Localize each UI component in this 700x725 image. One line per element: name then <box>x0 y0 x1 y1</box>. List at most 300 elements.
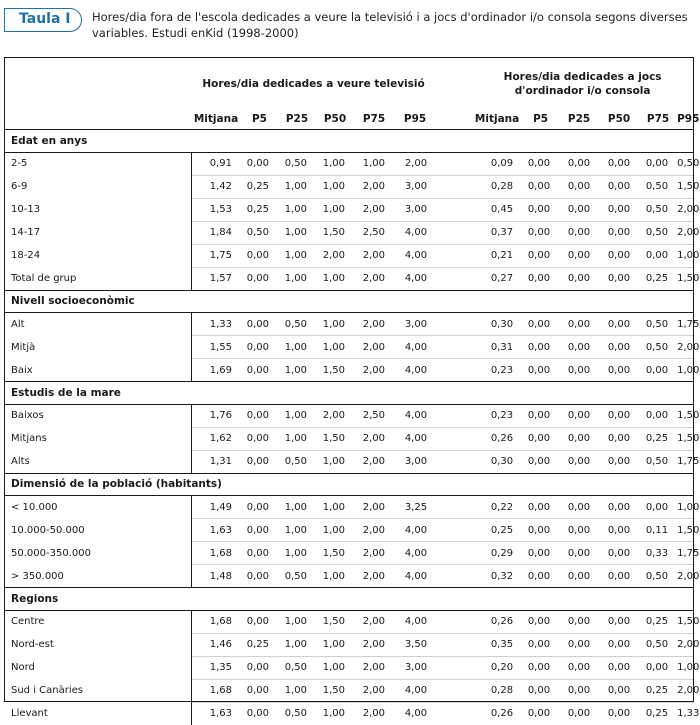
tv-value-cell: 1,00 <box>278 542 316 565</box>
games-value-cell: 0,00 <box>527 501 551 513</box>
gap-cell <box>436 267 472 290</box>
tv-value-cell: 2,00 <box>354 633 394 656</box>
tv-value-cell: 0,25 <box>241 175 278 198</box>
games-value-cell: 2,00 <box>677 336 693 359</box>
data-table <box>5 58 700 725</box>
tv-value-cell: 1,75 <box>191 244 241 267</box>
tv-value-cell: 0,50 <box>284 318 307 330</box>
games-value-cell: 0,00 <box>599 565 639 588</box>
tv-value-cell: 2,00 <box>362 501 385 513</box>
games-value-cell: 0,00 <box>522 656 559 679</box>
table-row <box>5 702 693 725</box>
tv-value-cell: 2,00 <box>362 616 385 627</box>
row-label: Baixos <box>11 410 44 421</box>
tv-value-cell: 4,00 <box>394 336 436 359</box>
games-value-cell: 0,00 <box>607 158 631 169</box>
stat-header-games: P25 <box>559 109 599 130</box>
tv-value-cell: 1,00 <box>278 221 316 244</box>
games-value-cell: 0,00 <box>567 410 591 421</box>
games-value-cell: 0,00 <box>527 410 551 421</box>
tv-value-cell: 1,00 <box>278 679 316 702</box>
games-value-cell: 0,25 <box>639 702 677 725</box>
games-value-cell: 0,50 <box>639 450 677 473</box>
games-value-cell: 0,00 <box>522 244 559 267</box>
stat-header-tv: Mitjana <box>191 109 241 130</box>
tv-value-cell: 1,50 <box>316 359 354 382</box>
tv-value-cell: 1,00 <box>278 359 316 382</box>
tv-value-cell: 4,00 <box>394 427 436 450</box>
games-value-cell: 0,00 <box>559 633 599 656</box>
stat-header-tv: P95 <box>394 109 436 130</box>
tv-value-cell: 3,00 <box>394 198 436 221</box>
games-value-cell: 0,32 <box>472 565 522 588</box>
tv-value-cell: 2,00 <box>354 542 394 565</box>
games-value-cell: 0,00 <box>522 633 559 656</box>
tv-value-cell: 1,42 <box>191 175 241 198</box>
tv-value-cell: 4,00 <box>404 410 428 421</box>
tv-value-cell: 1,50 <box>322 616 345 627</box>
gap-cell <box>436 404 472 427</box>
gap-cell <box>436 519 472 542</box>
tv-value-cell: 1,46 <box>191 633 241 656</box>
games-value-cell: 1,75 <box>677 450 693 473</box>
games-value-cell: 0,20 <box>472 656 522 679</box>
tv-value-cell: 1,84 <box>191 221 241 244</box>
games-value-cell: 2,00 <box>677 633 693 656</box>
stat-header-tv: P25 <box>278 109 316 130</box>
games-value-cell: 0,00 <box>559 267 599 290</box>
section-header-row <box>5 130 693 153</box>
games-value-cell: 1,50 <box>677 616 700 627</box>
games-value-cell: 0,50 <box>645 318 669 330</box>
games-value-cell: 0,00 <box>599 427 639 450</box>
tv-value-cell: 0,00 <box>241 656 278 679</box>
gap-cell <box>436 702 472 725</box>
table-row <box>5 198 693 221</box>
tv-value-cell: 1,00 <box>316 702 354 725</box>
games-value-cell: 0,00 <box>599 221 639 244</box>
tv-value-cell: 0,50 <box>284 158 307 169</box>
tv-value-cell: 1,63 <box>191 702 241 725</box>
tv-value-cell: 1,31 <box>191 450 241 473</box>
section-header-row <box>5 588 693 611</box>
games-value-cell: 0,00 <box>559 656 599 679</box>
table-caption: Hores/dia fora de l'escola dedicades a veure la televisió i a jocs d'ordinador i/o consola segons diverses variables. Estudi enKid (1998-2000) <box>92 10 688 40</box>
gap-cell <box>436 175 472 198</box>
tv-value-cell: 4,00 <box>394 542 436 565</box>
tv-value-cell: 1,00 <box>316 656 354 679</box>
row-label: Mitjans <box>11 433 47 444</box>
row-label: Centre <box>11 616 45 627</box>
tv-value-cell: 0,50 <box>278 450 316 473</box>
tv-value-cell: 3,00 <box>404 318 428 330</box>
games-value-cell: 1,50 <box>677 175 693 198</box>
games-value-cell: 0,28 <box>472 679 522 702</box>
table-row <box>5 267 693 290</box>
tv-value-cell: 0,00 <box>246 318 269 330</box>
tv-value-cell: 2,50 <box>354 221 394 244</box>
games-value-cell: 0,00 <box>559 359 599 382</box>
table-row <box>5 519 693 542</box>
games-value-cell: 0,00 <box>599 519 639 542</box>
games-value-cell: 0,00 <box>522 427 559 450</box>
tv-value-cell: 1,33 <box>191 313 241 336</box>
row-label: 18-24 <box>11 250 41 261</box>
table-row <box>5 313 693 336</box>
table-header <box>0 0 700 50</box>
games-value-cell: 0,00 <box>607 318 631 330</box>
games-value-cell: 0,00 <box>599 542 639 565</box>
section-title: Regions <box>5 588 693 611</box>
gap-cell <box>436 427 472 450</box>
tv-value-cell: 2,00 <box>404 158 428 169</box>
tv-value-cell: 1,00 <box>278 427 316 450</box>
tv-value-cell: 1,50 <box>316 679 354 702</box>
tv-value-cell: 0,50 <box>278 565 316 588</box>
games-value-cell: 0,00 <box>522 175 559 198</box>
tv-value-cell: 1,00 <box>362 158 385 169</box>
table-row <box>5 656 693 679</box>
tv-value-cell: 1,00 <box>284 410 307 421</box>
tv-value-cell: 0,00 <box>241 336 278 359</box>
games-value-cell: 0,30 <box>490 318 514 330</box>
corner-cell <box>5 58 191 109</box>
games-value-cell: 0,00 <box>559 542 599 565</box>
tv-value-cell: 3,00 <box>394 656 436 679</box>
tv-value-cell: 1,62 <box>191 427 241 450</box>
gap-cell <box>436 336 472 359</box>
games-value-cell: 0,50 <box>639 565 677 588</box>
games-value-cell: 0,00 <box>599 633 639 656</box>
tv-value-cell: 2,00 <box>316 244 354 267</box>
stat-header-games: P50 <box>599 109 639 130</box>
tv-value-cell: 1,50 <box>316 542 354 565</box>
tv-value-cell: 1,69 <box>191 359 241 382</box>
stat-header-tv: P50 <box>316 109 354 130</box>
games-value-cell: 0,00 <box>522 450 559 473</box>
tv-value-cell: 1,00 <box>278 633 316 656</box>
tv-value-cell: 1,00 <box>278 244 316 267</box>
tv-value-cell: 1,00 <box>284 501 307 513</box>
table-row <box>5 679 693 702</box>
stat-header-tv: P75 <box>354 109 394 130</box>
section-header-row <box>5 382 693 405</box>
gap-cell <box>436 542 472 565</box>
section-title: Dimensió de la població (habitants) <box>5 473 693 496</box>
games-value-cell: 1,50 <box>677 267 693 290</box>
data-table-frame <box>4 57 700 719</box>
table-row <box>5 450 693 473</box>
tv-value-cell: 0,50 <box>278 656 316 679</box>
games-value-cell: 0,50 <box>639 336 677 359</box>
games-value-cell: 0,30 <box>472 450 522 473</box>
row-label: Baix <box>11 364 33 376</box>
games-value-cell: 0,50 <box>639 221 677 244</box>
table-row <box>5 496 693 519</box>
row-label: Alt <box>11 318 25 330</box>
games-value-cell: 0,00 <box>559 565 599 588</box>
games-value-cell: 0,00 <box>567 616 591 627</box>
games-value-cell: 0,50 <box>677 158 700 169</box>
tv-value-cell: 4,00 <box>394 267 436 290</box>
games-value-cell: 0,00 <box>522 542 559 565</box>
row-label: Alts <box>11 456 30 467</box>
tv-value-cell: 1,00 <box>322 158 345 169</box>
gap-cell <box>436 633 472 656</box>
gap-cell <box>436 359 472 382</box>
games-value-cell: 0,00 <box>522 198 559 221</box>
gap-cell <box>436 496 472 519</box>
tv-value-cell: 1,00 <box>278 267 316 290</box>
games-value-cell: 0,00 <box>639 656 677 679</box>
tv-value-cell: 0,00 <box>246 616 269 627</box>
stat-header-gap <box>436 109 472 130</box>
tv-value-cell: 0,00 <box>241 450 278 473</box>
games-value-cell: 1,00 <box>677 656 693 679</box>
tv-value-cell: 1,00 <box>278 198 316 221</box>
games-value-cell: 0,00 <box>522 221 559 244</box>
tv-value-cell: 1,50 <box>316 427 354 450</box>
row-label: > 350.000 <box>11 570 64 582</box>
tv-value-cell: 0,00 <box>241 427 278 450</box>
games-value-cell: 0,11 <box>639 519 677 542</box>
group-header-tv: Hores/dia dedicades a veure televisió <box>202 77 425 90</box>
tv-value-cell: 0,00 <box>241 359 278 382</box>
table-row <box>5 244 693 267</box>
row-label: 2-5 <box>11 158 28 169</box>
tv-value-cell: 2,00 <box>354 336 394 359</box>
games-value-cell: 0,00 <box>599 450 639 473</box>
stat-header-games: P95 <box>677 109 693 130</box>
table-row <box>5 175 693 198</box>
tv-value-cell: 0,00 <box>241 542 278 565</box>
tv-value-cell: 1,00 <box>322 318 345 330</box>
tv-value-cell: 1,00 <box>278 336 316 359</box>
games-value-cell: 1,50 <box>677 410 700 421</box>
tv-value-cell: 1,00 <box>316 633 354 656</box>
tv-value-cell: 0,00 <box>246 501 269 513</box>
games-value-cell: 1,75 <box>677 318 700 330</box>
games-value-cell: 0,00 <box>559 427 599 450</box>
games-value-cell: 0,00 <box>522 679 559 702</box>
gap-cell <box>436 679 472 702</box>
games-value-cell: 0,00 <box>559 198 599 221</box>
games-value-cell: 0,00 <box>522 336 559 359</box>
gap-cell <box>436 198 472 221</box>
games-value-cell: 0,00 <box>522 565 559 588</box>
tv-value-cell: 1,00 <box>316 565 354 588</box>
gap-cell <box>436 313 472 336</box>
games-value-cell: 0,00 <box>522 519 559 542</box>
table-row <box>5 565 693 588</box>
tv-value-cell: 1,68 <box>191 679 241 702</box>
tv-value-cell: 1,50 <box>316 221 354 244</box>
games-value-cell: 1,00 <box>677 359 693 382</box>
games-value-cell: 0,00 <box>599 702 639 725</box>
tv-value-cell: 2,00 <box>354 679 394 702</box>
games-value-cell: 0,26 <box>490 616 514 627</box>
games-value-cell: 1,50 <box>677 427 693 450</box>
tv-value-cell: 0,00 <box>246 158 269 169</box>
tv-value-cell: 3,00 <box>394 175 436 198</box>
row-label: Llevant <box>11 708 48 719</box>
table-row <box>5 221 693 244</box>
games-value-cell: 0,00 <box>645 501 669 513</box>
games-value-cell: 0,00 <box>559 702 599 725</box>
games-value-cell: 0,00 <box>607 616 631 627</box>
games-value-cell: 1,50 <box>677 519 693 542</box>
games-value-cell: 0,00 <box>567 318 591 330</box>
tv-value-cell: 2,00 <box>322 410 345 421</box>
games-value-cell: 0,00 <box>559 450 599 473</box>
row-label: Nord-est <box>11 639 54 650</box>
tv-value-cell: 2,00 <box>354 702 394 725</box>
stat-header-games: Mitjana <box>472 109 522 130</box>
table-row <box>5 404 693 427</box>
section-header-row <box>5 290 693 313</box>
gap-cell <box>436 565 472 588</box>
tv-value-cell: 1,48 <box>191 565 241 588</box>
games-value-cell: 0,00 <box>567 501 591 513</box>
tv-value-cell: 0,91 <box>191 152 241 175</box>
row-label: 10.000-50.000 <box>11 524 85 536</box>
games-value-cell: 0,22 <box>490 501 514 513</box>
games-value-cell: 0,00 <box>599 198 639 221</box>
games-value-cell: 2,00 <box>677 221 693 244</box>
games-value-cell: 0,00 <box>599 336 639 359</box>
games-value-cell: 0,00 <box>559 679 599 702</box>
games-value-cell: 0,00 <box>522 267 559 290</box>
tv-value-cell: 4,00 <box>394 221 436 244</box>
games-value-cell: 0,00 <box>527 158 551 169</box>
tv-value-cell: 4,00 <box>394 244 436 267</box>
table-label-badge: Taula I <box>4 8 82 32</box>
row-label: 50.000-350.000 <box>11 547 91 559</box>
table-row <box>5 359 693 382</box>
tv-value-cell: 4,00 <box>394 519 436 542</box>
games-value-cell: 0,25 <box>645 616 669 627</box>
stat-header-tv: P5 <box>241 109 278 130</box>
section-header-row <box>5 473 693 496</box>
games-value-cell: 0,29 <box>472 542 522 565</box>
games-value-cell: 1,33 <box>677 702 693 725</box>
tv-value-cell: 2,00 <box>354 519 394 542</box>
games-value-cell: 0,00 <box>645 410 669 421</box>
tv-value-cell: 1,00 <box>278 175 316 198</box>
tv-value-cell: 2,00 <box>354 267 394 290</box>
games-value-cell: 0,00 <box>522 359 559 382</box>
games-value-cell: 0,00 <box>599 244 639 267</box>
tv-value-cell: 4,00 <box>404 616 428 627</box>
games-value-cell: 1,00 <box>677 244 693 267</box>
tv-value-cell: 1,76 <box>191 404 241 427</box>
stat-header-games: P5 <box>522 109 559 130</box>
tv-value-cell: 1,00 <box>316 450 354 473</box>
table-row <box>5 427 693 450</box>
games-value-cell: 0,00 <box>522 702 559 725</box>
table-body <box>5 130 700 725</box>
tv-value-cell: 3,50 <box>394 633 436 656</box>
row-label: Nord <box>11 662 35 673</box>
tv-value-cell: 0,50 <box>241 221 278 244</box>
stat-header-row <box>5 109 693 130</box>
games-value-cell: 0,00 <box>599 175 639 198</box>
games-value-cell: 0,00 <box>559 221 599 244</box>
table-row <box>5 633 693 656</box>
gap-cell <box>436 152 472 175</box>
tv-value-cell: 1,49 <box>191 496 241 519</box>
row-label: 6-9 <box>11 181 28 192</box>
tv-value-cell: 1,00 <box>316 267 354 290</box>
section-title: Estudis de la mare <box>5 382 693 405</box>
tv-value-cell: 1,63 <box>191 519 241 542</box>
tv-value-cell: 4,00 <box>394 359 436 382</box>
tv-value-cell: 1,00 <box>316 336 354 359</box>
games-value-cell: 0,00 <box>599 359 639 382</box>
row-label: Mitjà <box>11 341 36 353</box>
tv-value-cell: 1,00 <box>278 519 316 542</box>
tv-value-cell: 1,35 <box>191 656 241 679</box>
tv-value-cell: 1,00 <box>316 198 354 221</box>
games-value-cell: 0,09 <box>490 158 514 169</box>
games-value-cell: 0,00 <box>559 175 599 198</box>
games-value-cell: 0,00 <box>607 410 631 421</box>
gap-cell <box>436 244 472 267</box>
games-value-cell: 0,23 <box>490 410 514 421</box>
table-row <box>5 152 693 175</box>
tv-value-cell: 1,68 <box>191 542 241 565</box>
games-value-cell: 0,00 <box>599 679 639 702</box>
games-value-cell: 0,00 <box>639 244 677 267</box>
games-value-cell: 0,28 <box>472 175 522 198</box>
games-value-cell: 2,00 <box>677 198 693 221</box>
games-value-cell: 0,50 <box>639 633 677 656</box>
tv-value-cell: 0,00 <box>241 519 278 542</box>
games-value-cell: 0,21 <box>472 244 522 267</box>
tv-value-cell: 4,00 <box>394 565 436 588</box>
games-value-cell: 0,31 <box>472 336 522 359</box>
games-value-cell: 0,00 <box>599 656 639 679</box>
games-value-cell: 0,26 <box>472 702 522 725</box>
tv-value-cell: 0,00 <box>241 702 278 725</box>
tv-value-cell: 4,00 <box>394 702 436 725</box>
section-title: Edat en anys <box>5 130 693 153</box>
table-row <box>5 610 693 633</box>
row-label: 10-13 <box>11 204 41 215</box>
games-value-cell: 0,25 <box>472 519 522 542</box>
row-label: < 10.000 <box>11 501 58 513</box>
games-value-cell: 0,25 <box>639 679 677 702</box>
tv-value-cell: 1,00 <box>316 519 354 542</box>
tv-value-cell: 1,53 <box>191 198 241 221</box>
tv-value-cell: 2,50 <box>362 410 385 421</box>
games-value-cell: 1,00 <box>677 501 700 513</box>
table-row <box>5 542 693 565</box>
games-value-cell: 0,37 <box>472 221 522 244</box>
stat-header-games: P75 <box>639 109 677 130</box>
tv-value-cell: 0,00 <box>241 565 278 588</box>
games-value-cell: 0,23 <box>472 359 522 382</box>
tv-value-cell: 1,68 <box>191 610 241 633</box>
games-value-cell: 0,00 <box>645 158 669 169</box>
games-value-cell: 0,00 <box>639 359 677 382</box>
tv-value-cell: 0,50 <box>278 702 316 725</box>
tv-value-cell: 0,00 <box>241 679 278 702</box>
games-value-cell: 0,26 <box>472 427 522 450</box>
tv-value-cell: 1,55 <box>191 336 241 359</box>
section-title: Nivell socioeconòmic <box>5 290 693 313</box>
games-value-cell: 0,33 <box>639 542 677 565</box>
